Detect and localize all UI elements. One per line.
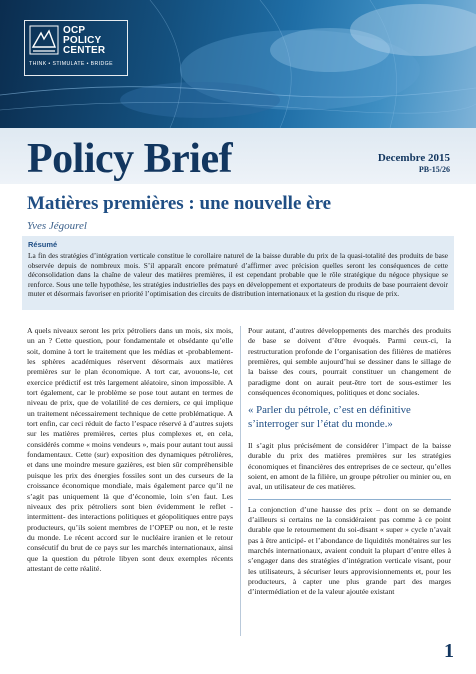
article-headline: Matières premières : une nouvelle ère [27,193,332,214]
page-number: 1 [444,640,454,662]
document-title: Policy Brief [27,136,233,182]
logo-line-1: OCP [63,25,86,36]
body-paragraph: Pour autant, d’autres développements des marchés des produits de base se doivent d’être évoqués. Parmi ceux-ci, la restructuration profonde de l’organisation des filières de matières premières, qui semble aujourd’hui se dessiner dans le sillage de la baisse des cours, pourrait constituer un changement de paradigme dont on aurait peut-être tort de sous-estimer les conséquences économiques, politiques et donc sociales. [248,326,451,398]
body-paragraph: A quels niveaux seront les prix pétroliers dans un mois, six mois, un an ? Cette question, pour fondamentale et obsédante qu’elle soit, domine à tort le traitement que les médias et -probablement- les sphères académiques réservent désormais aux matières premières sur le plan économique. A tort car, avouons-le, cet exercice prédictif est très largement aléatoire, sinon impossible. A tort également, car le problème se pose tout autant en termes de niveau de prix, que de volatilité de ces derniers, ce qui implique un traitement nécessairement technique de cette problématique. A tort enfin, car ceci réduit de facto l’espace réservé à d’autres sujets sur les matières premières, certes plus complexes et, en cela, considérés comme « moins vendeurs », mais pour autant tout aussi fondamentaux. Cette (sur) exposition des dynamiques pétrolières, et dans une moindre mesure gazières, est bien sûr compréhensible puisque les prix des énergies fossiles sont un des curseurs de la croissance économique mondiale, mais également parce qu’il ne s’agit pas uniquement là que d’économie, loin s’en faut. Les niveaux des prix pétroliers sont bien évidemment le reflet -intermittent- des interactions politiques et géopolitiques entre pays producteurs, qu’ils soient membres de l’OPEP ou non, et le reste du monde. Le récent accord sur le nucléaire iranien et le retour consécutif du brut de ce pays sur les marchés internationaux, ainsi que la question du pétrole libyen sont deux exemples récents attestant de cette réalité. [27,326,233,573]
body-column-right [248,326,451,604]
issue-date: Decembre 2015 [377,152,450,164]
pull-quote: « Parler du pétrole, c’est en définitive s’interroger sur l’état du monde.» [248,404,411,430]
ocp-logo-mark-icon [29,25,59,55]
header-banner [0,0,476,128]
issue-reference: PB-15/26 [418,165,450,174]
abstract-box [22,236,454,310]
ocp-logo [24,20,128,76]
abstract-text: La fin des stratégies d’intégration verticale constitue le corollaire naturel de la baisse durable du prix de la quasi-totalité des produits de base observée depuis de nombreux mois. S’il apparaît encore prématuré d’affirmer avec précision quelles seront les conséquences de cette déconsolidation dans la chaîne de valeur des matières premières, il est cependant probable que le rôle stratégique du négoce physique se renforce. Sous une telle hypothèse, les stratégies industrielles des pays en développement et exportateurs de produits de base pourraient devoir muter et désormais favoriser en priorité l’optimisation des circuits de distribution internationaux et la gestion du risque de prix. [28,251,448,298]
body-paragraph: La conjonction d’une hausse des prix – dont on se demande d’ailleurs si certains ne la considéraient pas comme à ce point durable que le retournement du soi-disant « super » cycle n’avait pas à être anticipé- et l’abondance de liquidités monétaires sur les marchés internationaux, avaient conduit la plupart d’entre elles à s’engager dans des stratégies d’intégration verticale visant, pour les utilisateurs, à sécuriser leurs approvisionnements et, pour les producteurs, à capter une plus grande part des marges d’intermédiation et de la valeur ajoutée existant [248,504,451,597]
body-column-left [27,326,233,580]
column-divider [240,326,241,636]
abstract-label: Résumé [28,240,58,249]
logo-tagline: THINK • STIMULATE • BRIDGE [29,61,113,67]
paragraph-divider [248,499,451,500]
ocp-logo-text [63,26,105,56]
body-paragraph: Il s’agit plus précisément de considérer l’impact de la baisse durable du prix des matières premières sur les stratégies économiques et financières des entreprises de ce secteur, qu’elles soient, en amont de la filière, un groupe pétrolier ou minier ou, en aval, un utilisateur de ces matières. [248,440,451,492]
logo-line-3: CENTER [63,45,106,56]
article-author: Yves Jégourel [27,220,87,232]
logo-line-2: POLICY [63,35,102,46]
issue-date-block [378,152,450,176]
